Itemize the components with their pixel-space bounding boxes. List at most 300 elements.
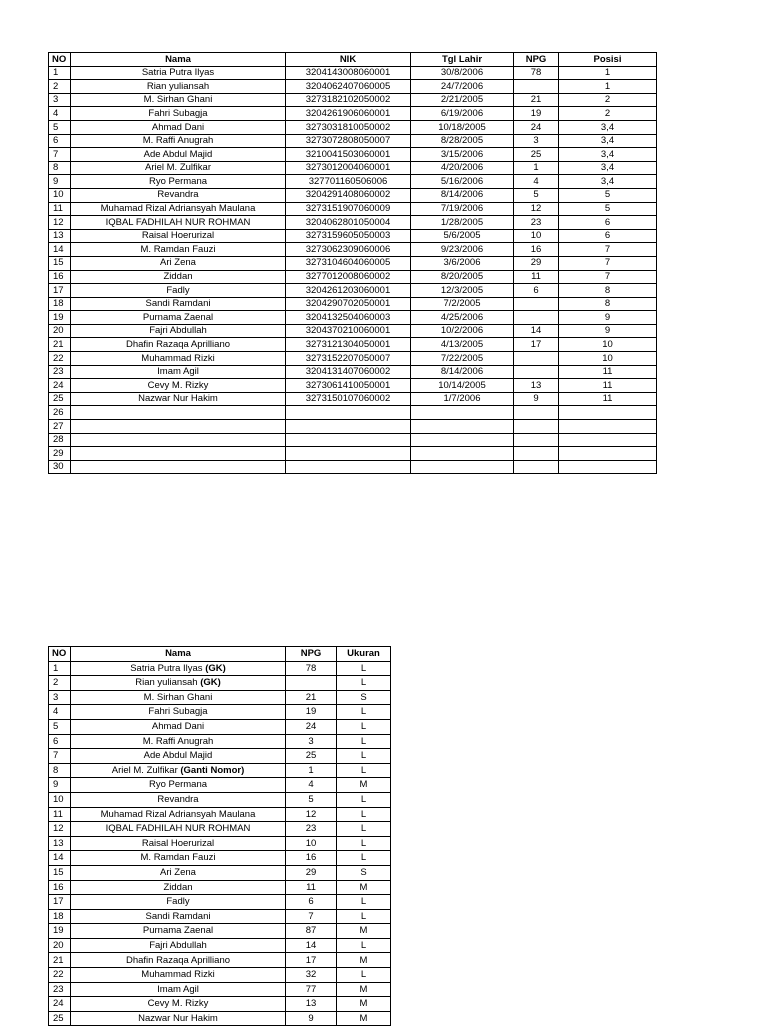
player-name: Dhafin Razaqa Aprilliano [125,954,231,966]
cell-no: 5 [49,120,71,134]
cell-posisi: 2 [559,93,657,107]
cell-npg: 9 [286,1011,337,1026]
header-nama: Nama [71,53,286,67]
cell-nik: 3273182102050002 [286,93,411,107]
cell-nik [286,447,411,461]
cell-npg: 1 [514,161,559,175]
cell-npg: 16 [286,851,337,866]
cell-nik: 3273151907060009 [286,202,411,216]
cell-nama: Sandi Ramdani [71,297,286,311]
table-row [49,243,657,257]
header-posisi: Posisi [559,53,657,67]
player-name: M. Raffi Anugrah [142,735,214,747]
cell-nik: 3273072808050007 [286,134,411,148]
cell-npg: 87 [286,924,337,939]
cell-npg: 13 [514,379,559,393]
cell-npg: 4 [514,175,559,189]
cell-no: 2 [49,676,71,691]
table-row [49,433,657,447]
cell-nama [71,982,286,997]
cell-tgl-lahir: 3/6/2006 [411,256,514,270]
cell-npg: 77 [286,982,337,997]
cell-tgl-lahir: 10/18/2005 [411,120,514,134]
table-row [49,175,657,189]
cell-no: 4 [49,705,71,720]
cell-no: 3 [49,93,71,107]
cell-ukuran: M [337,880,391,895]
player-name: Sandi Ramdani [145,910,211,922]
cell-no: 23 [49,982,71,997]
cell-posisi: 9 [559,324,657,338]
table-row [49,968,391,983]
cell-tgl-lahir [411,460,514,474]
table-row [49,792,391,807]
cell-posisi: 8 [559,284,657,298]
cell-npg [514,297,559,311]
cell-ukuran: L [337,749,391,764]
cell-posisi: 6 [559,229,657,243]
cell-tgl-lahir: 7/22/2005 [411,352,514,366]
cell-nama: Dhafin Razaqa Aprilliano [71,338,286,352]
cell-nik: 3204131407060002 [286,365,411,379]
cell-nama [71,938,286,953]
table-header-row [49,53,657,67]
cell-posisi: 8 [559,297,657,311]
cell-nama: Fahri Subagja [71,107,286,121]
cell-npg: 11 [286,880,337,895]
cell-posisi: 3,4 [559,175,657,189]
cell-posisi: 3,4 [559,161,657,175]
cell-no: 16 [49,880,71,895]
cell-nama: Raisal Hoerurizal [71,229,286,243]
table-row [49,107,657,121]
cell-nama: Ariel M. Zulfikar [71,161,286,175]
cell-no: 11 [49,202,71,216]
cell-npg: 32 [286,968,337,983]
cell-npg: 25 [514,148,559,162]
cell-posisi: 11 [559,392,657,406]
table-row [49,161,657,175]
table-row [49,284,657,298]
cell-nama: M. Raffi Anugrah [71,134,286,148]
cell-nama [71,749,286,764]
table-row [49,134,657,148]
cell-tgl-lahir [411,406,514,420]
player-name: Cevy M. Rizky [147,998,209,1010]
table-row [49,447,657,461]
cell-npg: 25 [286,749,337,764]
cell-posisi [559,406,657,420]
cell-nik: 3210041503060001 [286,148,411,162]
table-row [49,865,391,880]
cell-nik: 3273150107060002 [286,392,411,406]
cell-tgl-lahir: 4/20/2006 [411,161,514,175]
cell-no: 30 [49,460,71,474]
cell-nik: 3204062407060005 [286,80,411,94]
player-name: Ari Zena [160,866,196,878]
cell-no: 7 [49,148,71,162]
cell-nama: Rian yuliansah [71,80,286,94]
header-no: NO [49,53,71,67]
cell-posisi: 7 [559,243,657,257]
cell-npg: 5 [286,792,337,807]
header-npg: NPG [286,647,337,662]
cell-no: 15 [49,256,71,270]
cell-no: 24 [49,997,71,1012]
cell-nama: Purnama Zaenal [71,311,286,325]
table-row [49,420,657,434]
cell-nama: M. Sirhan Ghani [71,93,286,107]
cell-npg [514,311,559,325]
cell-tgl-lahir: 10/2/2006 [411,324,514,338]
cell-nama [71,880,286,895]
cell-tgl-lahir: 8/14/2006 [411,188,514,202]
cell-ukuran: L [337,719,391,734]
cell-no: 20 [49,324,71,338]
cell-nik: 3204062801050004 [286,216,411,230]
cell-ukuran: M [337,997,391,1012]
cell-npg: 14 [286,938,337,953]
player-name: Muhammad Rizki [141,969,215,981]
cell-npg [514,406,559,420]
cell-no: 4 [49,107,71,121]
cell-npg: 1 [286,763,337,778]
cell-posisi [559,433,657,447]
table-row [49,822,391,837]
cell-nama: Muhamad Rizal Adriansyah Maulana [71,202,286,216]
cell-posisi: 2 [559,107,657,121]
cell-nik [286,460,411,474]
cell-no: 13 [49,229,71,243]
cell-nik: 327701160506006 [286,175,411,189]
cell-nama: M. Ramdan Fauzi [71,243,286,257]
cell-no: 17 [49,284,71,298]
cell-posisi: 9 [559,311,657,325]
cell-npg: 23 [286,822,337,837]
cell-npg: 17 [514,338,559,352]
cell-tgl-lahir [411,447,514,461]
cell-nik: 3273159605050003 [286,229,411,243]
cell-tgl-lahir [411,433,514,447]
cell-npg [514,352,559,366]
cell-tgl-lahir: 4/25/2006 [411,311,514,325]
cell-npg: 78 [514,66,559,80]
cell-no: 3 [49,690,71,705]
cell-tgl-lahir: 12/3/2005 [411,284,514,298]
cell-no: 22 [49,352,71,366]
table-row [49,148,657,162]
cell-no: 26 [49,406,71,420]
cell-nama [71,895,286,910]
cell-npg [514,460,559,474]
cell-no: 6 [49,734,71,749]
cell-no: 27 [49,420,71,434]
table-row [49,749,391,764]
cell-nik: 3273104604060005 [286,256,411,270]
cell-nama [71,661,286,676]
player-name: Imam Agil [157,983,199,995]
cell-nik [286,433,411,447]
cell-no: 21 [49,338,71,352]
table-row [49,938,391,953]
player-name: Fadly [166,896,190,908]
cell-nama: Ryo Permana [71,175,286,189]
cell-ukuran: M [337,953,391,968]
cell-tgl-lahir: 30/8/2006 [411,66,514,80]
table-row [49,982,391,997]
cell-nama [71,734,286,749]
cell-npg: 29 [286,865,337,880]
cell-nik: 3273152207050007 [286,352,411,366]
player-name: Ziddan [163,881,193,893]
cell-no: 9 [49,175,71,189]
table-row [49,229,657,243]
cell-posisi: 5 [559,188,657,202]
cell-npg: 78 [286,661,337,676]
player-data-table [48,52,657,474]
cell-nik: 3204370210060001 [286,324,411,338]
cell-nama [71,763,286,778]
cell-ukuran: L [337,807,391,822]
cell-npg: 5 [514,188,559,202]
cell-posisi: 7 [559,256,657,270]
cell-nama: Muhammad Rizki [71,352,286,366]
cell-no: 25 [49,392,71,406]
cell-ukuran: L [337,734,391,749]
cell-tgl-lahir: 7/19/2006 [411,202,514,216]
table-header-row [49,647,391,662]
cell-nik: 3273012004060001 [286,161,411,175]
table-row [49,909,391,924]
cell-no: 14 [49,243,71,257]
cell-nama [71,460,286,474]
player-name: Muhamad Rizal Adriansyah Maulana [100,808,256,820]
cell-posisi: 3,4 [559,120,657,134]
cell-no: 25 [49,1011,71,1026]
cell-posisi: 10 [559,352,657,366]
cell-no: 12 [49,822,71,837]
cell-no: 5 [49,719,71,734]
cell-npg: 12 [286,807,337,822]
cell-nama [71,909,286,924]
player-name: Raisal Hoerurizal [141,837,215,849]
cell-ukuran: L [337,938,391,953]
cell-posisi: 11 [559,379,657,393]
cell-nama [71,447,286,461]
cell-ukuran: M [337,778,391,793]
table-row [49,392,657,406]
player-note: (GK) [200,677,221,689]
cell-no: 17 [49,895,71,910]
table-row [49,778,391,793]
cell-ukuran: S [337,690,391,705]
player-name: Satria Putra Ilyas [130,662,203,674]
cell-nama [71,705,286,720]
cell-npg: 10 [514,229,559,243]
cell-no: 6 [49,134,71,148]
cell-no: 12 [49,216,71,230]
table-row [49,705,391,720]
cell-posisi: 6 [559,216,657,230]
player-name: Fajri Abdullah [149,939,207,951]
cell-nama [71,792,286,807]
cell-no: 2 [49,80,71,94]
table-row [49,379,657,393]
cell-no: 16 [49,270,71,284]
cell-npg: 21 [286,690,337,705]
cell-no: 13 [49,836,71,851]
table-row [49,953,391,968]
table-row [49,324,657,338]
table-row [49,460,657,474]
table-row [49,851,391,866]
table-row [49,352,657,366]
cell-nama [71,865,286,880]
cell-nama [71,719,286,734]
header-nik: NIK [286,53,411,67]
cell-npg: 6 [286,895,337,910]
cell-no: 28 [49,433,71,447]
cell-posisi [559,460,657,474]
table-row [49,997,391,1012]
cell-no: 18 [49,297,71,311]
table-row [49,880,391,895]
table-row [49,365,657,379]
cell-posisi: 10 [559,338,657,352]
cell-npg: 19 [514,107,559,121]
player-name: Revandra [157,793,199,805]
cell-ukuran: L [337,763,391,778]
cell-no: 11 [49,807,71,822]
cell-ukuran: L [337,909,391,924]
table-row [49,338,657,352]
header-npg: NPG [514,53,559,67]
table-row [49,406,657,420]
cell-npg: 17 [286,953,337,968]
cell-nama: Ahmad Dani [71,120,286,134]
cell-nama [71,851,286,866]
player-note: (GK) [205,662,226,674]
cell-npg [514,433,559,447]
cell-no: 14 [49,851,71,866]
cell-npg [514,80,559,94]
cell-tgl-lahir: 4/13/2005 [411,338,514,352]
player-name: Ryo Permana [148,779,208,791]
cell-tgl-lahir: 10/14/2005 [411,379,514,393]
cell-no: 19 [49,924,71,939]
cell-no: 22 [49,968,71,983]
table-row [49,311,657,325]
cell-no: 23 [49,365,71,379]
cell-nik: 3204261906060001 [286,107,411,121]
table-row [49,734,391,749]
cell-npg: 19 [286,705,337,720]
cell-nik: 3273062309060006 [286,243,411,257]
cell-tgl-lahir: 5/16/2006 [411,175,514,189]
cell-nik: 3204290702050001 [286,297,411,311]
cell-ukuran: L [337,705,391,720]
jersey-size-table [48,646,391,1026]
cell-no: 1 [49,661,71,676]
cell-posisi: 5 [559,202,657,216]
cell-nik: 3204291408060002 [286,188,411,202]
table-row [49,690,391,705]
cell-no: 1 [49,66,71,80]
header-tgl-lahir: Tgl Lahir [411,53,514,67]
header-nama: Nama [71,647,286,662]
cell-no: 29 [49,447,71,461]
cell-npg: 4 [286,778,337,793]
cell-tgl-lahir: 24/7/2006 [411,80,514,94]
cell-npg: 13 [286,997,337,1012]
cell-nama: Revandra [71,188,286,202]
cell-no: 15 [49,865,71,880]
cell-nama [71,420,286,434]
cell-ukuran: M [337,1011,391,1026]
player-name: M. Ramdan Fauzi [140,852,216,864]
cell-nama [71,778,286,793]
cell-npg: 29 [514,256,559,270]
cell-tgl-lahir: 5/6/2005 [411,229,514,243]
cell-nik: 3273061410050001 [286,379,411,393]
cell-ukuran: L [337,792,391,807]
player-name: Rian yuliansah [135,677,198,689]
cell-nama: Satria Putra Ilyas [71,66,286,80]
cell-npg [514,447,559,461]
cell-npg: 3 [514,134,559,148]
cell-nama: Imam Agil [71,365,286,379]
table-row [49,719,391,734]
cell-npg: 10 [286,836,337,851]
table-row [49,924,391,939]
cell-tgl-lahir: 7/2/2005 [411,297,514,311]
cell-no: 9 [49,778,71,793]
table-row [49,120,657,134]
cell-no: 10 [49,188,71,202]
cell-nama [71,433,286,447]
cell-npg: 6 [514,284,559,298]
cell-ukuran: L [337,822,391,837]
player-name: Fahri Subagja [148,706,208,718]
cell-no: 10 [49,792,71,807]
cell-nama [71,690,286,705]
cell-npg: 14 [514,324,559,338]
cell-nik: 3277012008060002 [286,270,411,284]
cell-npg: 21 [514,93,559,107]
cell-posisi: 11 [559,365,657,379]
cell-nama: Ziddan [71,270,286,284]
cell-nik: 3204132504060003 [286,311,411,325]
cell-nama: Nazwar Nur Hakim [71,392,286,406]
cell-nik: 3204261203060001 [286,284,411,298]
cell-no: 18 [49,909,71,924]
cell-no: 19 [49,311,71,325]
cell-posisi: 3,4 [559,148,657,162]
cell-nama [71,924,286,939]
cell-ukuran: L [337,661,391,676]
cell-posisi: 3,4 [559,134,657,148]
cell-tgl-lahir: 8/20/2005 [411,270,514,284]
table-row [49,270,657,284]
table-row [49,80,657,94]
cell-npg: 12 [514,202,559,216]
player-name: Ariel M. Zulfikar [111,764,178,776]
cell-tgl-lahir: 8/14/2006 [411,365,514,379]
header-ukuran: Ukuran [337,647,391,662]
cell-nik: 3204143008060001 [286,66,411,80]
cell-ukuran: L [337,851,391,866]
cell-tgl-lahir: 3/15/2006 [411,148,514,162]
